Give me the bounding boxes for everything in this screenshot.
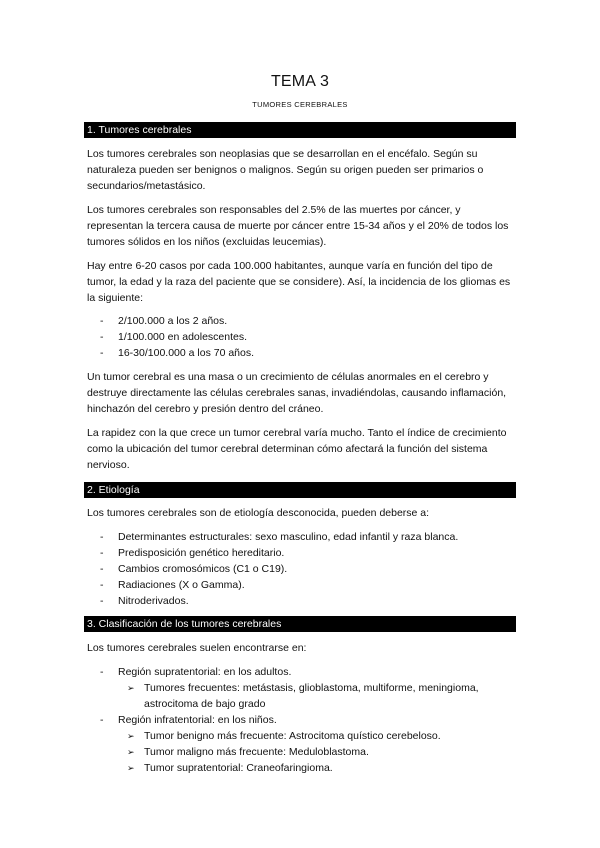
list-bullet: -	[100, 531, 104, 543]
document-title: TEMA 3	[270, 73, 330, 90]
paragraph: Un tumor cerebral es una masa o un crecimiento de células anormales en el cerebro y destruye directamente las células cerebrales sanas, invadiéndolas, causando inflamación, hinchazón del cerebro y presión dentro del cráneo.	[87, 371, 507, 415]
section-heading-clasificacion: 3. Clasificación de los tumores cerebrales	[84, 616, 516, 632]
sub-list-item: Tumor benigno más frecuente: Astrocitoma quístico cerebeloso.	[144, 730, 441, 742]
paragraph: Los tumores cerebrales son neoplasias que se desarrollan en el encéfalo. Según su naturaleza pueden ser benignos o malignos. Según su origen pueden ser primarios o secundarios/metastásico.	[87, 148, 484, 192]
list-bullet: -	[100, 563, 104, 575]
list-bullet: -	[100, 315, 104, 327]
sub-list-item: Tumor supratentorial: Craneofaringioma.	[144, 762, 333, 774]
list-bullet: -	[100, 666, 104, 678]
list-bullet: -	[100, 595, 104, 607]
list-bullet: -	[100, 331, 104, 343]
paragraph: Los tumores cerebrales son responsables del 2.5% de las muertes por cáncer, y representan la tercera causa de muerte por cáncer entre 15-34 años y el 20% de todos los tumores sólidos en los niños (excluidas leucemias).	[87, 204, 509, 248]
list-bullet: -	[100, 579, 104, 591]
list-bullet: -	[100, 714, 104, 726]
paragraph: Los tumores cerebrales suelen encontrarse en:	[87, 642, 307, 654]
paragraph: La rapidez con la que crece un tumor cerebral varía mucho. Tanto el índice de crecimiento como la ubicación del tumor cerebral determinan cómo afectará la función del sistema nervioso.	[87, 427, 507, 471]
list-item: Nitroderivados.	[118, 595, 189, 607]
paragraph: Hay entre 6-20 casos por cada 100.000 habitantes, aunque varía en función del tipo de tumor, la edad y la raza del paciente que se considere). Así, la incidencia de los gliomas es la siguiente:	[87, 260, 511, 304]
arrow-bullet-icon: ➢	[127, 763, 135, 773]
list-item: 2/100.000 a los 2 años.	[118, 315, 228, 327]
list-item-region-supratentorial: Región supratentorial: en los adultos.	[118, 666, 292, 678]
list-item-region-infratentorial: Región infratentorial: en los niños.	[118, 714, 277, 726]
arrow-bullet-icon: ➢	[127, 683, 135, 693]
document-subtitle: TUMORES CEREBRALES	[252, 100, 348, 109]
sub-list-item: Tumores frecuentes: metástasis, glioblastoma, multiforme, meningioma,	[144, 682, 479, 694]
list-item: 1/100.000 en adolescentes.	[118, 331, 248, 343]
list-item: Cambios cromosómicos (C1 o C19).	[118, 563, 288, 575]
list-item: Determinantes estructurales: sexo masculino, edad infantil y raza blanca.	[118, 531, 459, 543]
list-bullet: -	[100, 347, 104, 359]
section-heading-tumores-cerebrales: 1. Tumores cerebrales	[84, 122, 516, 138]
sub-list-item-continuation: astrocitoma de bajo grado	[144, 698, 266, 710]
list-bullet: -	[100, 547, 104, 559]
list-item: Radiaciones (X o Gamma).	[118, 579, 245, 591]
list-item: Predisposición genético hereditario.	[118, 547, 285, 559]
sub-list-item: Tumor maligno más frecuente: Meduloblastoma.	[144, 746, 369, 758]
arrow-bullet-icon: ➢	[127, 731, 135, 741]
arrow-bullet-icon: ➢	[127, 747, 135, 757]
paragraph: Los tumores cerebrales son de etiología desconocida, pueden deberse a:	[87, 507, 430, 519]
list-item: 16-30/100.000 a los 70 años.	[118, 347, 255, 359]
section-heading-etiologia: 2. Etiología	[84, 482, 516, 498]
